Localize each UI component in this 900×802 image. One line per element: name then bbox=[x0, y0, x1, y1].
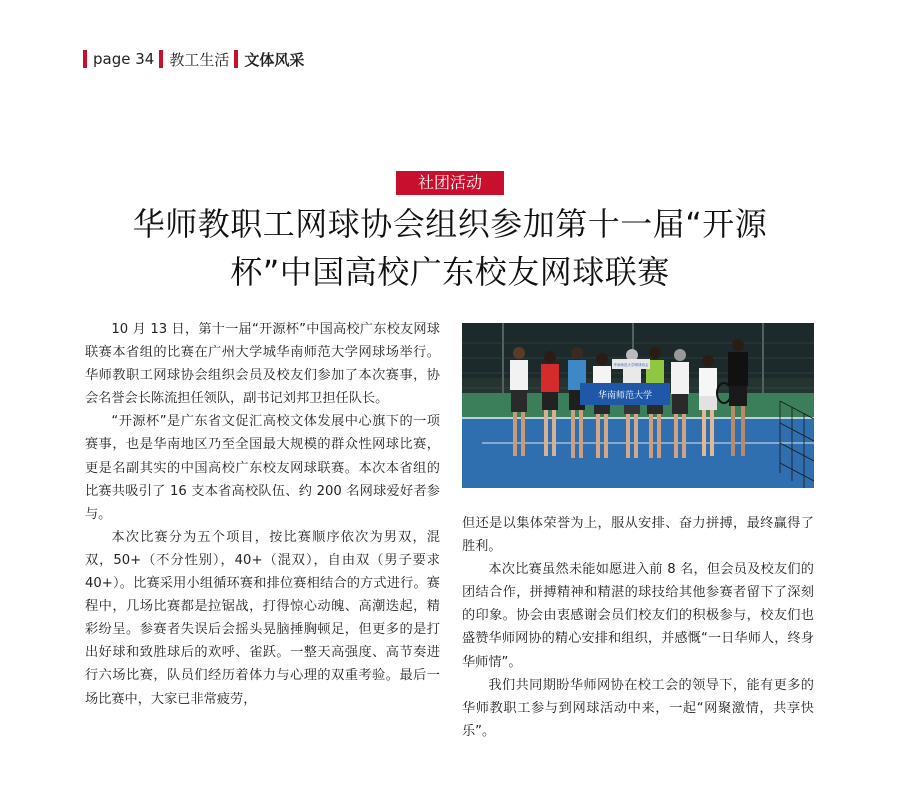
paragraph-5: 我们共同期盼华师网协在校工会的领导下，能有更多的华师教职工参与到网球活动中来，一起“网聚激情，共享快乐”。 bbox=[462, 677, 814, 739]
article-title bbox=[60, 200, 840, 296]
page-header bbox=[83, 48, 304, 70]
paragraph-4: 本次比赛虽然未能如愿进入前 8 名，但会员及校友们的团结合作，拼搏精神和精湛的球技给其他参赛者留下了深刻的印象。协会由衷感谢会员们校友们的积极参与，校友们也盛赞华师网协的精心安排和组织，并感慨“一日华师人，终身华师情”。 bbox=[462, 562, 814, 670]
section-label: 教工生活 bbox=[169, 50, 230, 69]
header-bar bbox=[159, 50, 163, 68]
banner-small-text: 华南师范大学网球协会 bbox=[613, 363, 649, 367]
title-line-1: 华师教职工网球协会组织参加第十一届“开源 bbox=[132, 205, 768, 243]
team-photo bbox=[462, 323, 814, 488]
page-number: page 34 bbox=[93, 50, 155, 68]
title-line-2: 杯”中国高校广东校友网球联赛 bbox=[230, 253, 670, 291]
paragraph-3: 本次比赛分为五个项目，按比赛顺序依次为男双，混双，50+（不分性别），40+（混双），自由双（男子要求 40+）。比赛采用小组循环赛和排位赛相结合的方式进行。赛程中，几场比赛都是拉锯战，打得惊心动魄、高潮迭起，精彩纷呈。参赛者失误后会摇头晃脑捶胸顿足，但更多的是打出好球和致胜球后的欢呼、雀跃。一整天高强度、高节奏进行六场比赛，队员们经历着体力与心理的双重考验。最后一场比赛中，大家已非常疲劳， bbox=[85, 529, 440, 707]
header-bar bbox=[83, 50, 87, 68]
banner-text: 华南师范大学 bbox=[597, 391, 653, 401]
article-column-right bbox=[462, 512, 814, 743]
article-column-left bbox=[85, 318, 440, 711]
category-badge: 社团活动 bbox=[396, 171, 504, 195]
team-photo-illustration bbox=[462, 323, 814, 488]
header-bar bbox=[234, 50, 238, 68]
subsection-label: 文体风采 bbox=[244, 50, 305, 69]
paragraph-2: “开源杯”是广东省文促汇高校文体发展中心旗下的一项赛事，也是华南地区乃至全国最大规模的群众性网球比赛，更是名副其实的中国高校广东校友网球联赛。本次本省组的比赛共吸引了 16 支本省高校队伍、约 200 名网球爱好者参与。 bbox=[85, 414, 440, 522]
paragraph-3-continued: 但还是以集体荣誉为上，服从安排、奋力拼搏，最终赢得了胜利。 bbox=[462, 516, 814, 555]
paragraph-1: 10 月 13 日，第十一届“开源杯”中国高校广东校友网球联赛本省组的比赛在广州大学城华南师范大学网球场举行。华师教职工网球协会组织会员及校友们参加了本次赛事，协会名誉会长陈流担任领队，副书记刘邦卫担任队长。 bbox=[85, 322, 440, 407]
